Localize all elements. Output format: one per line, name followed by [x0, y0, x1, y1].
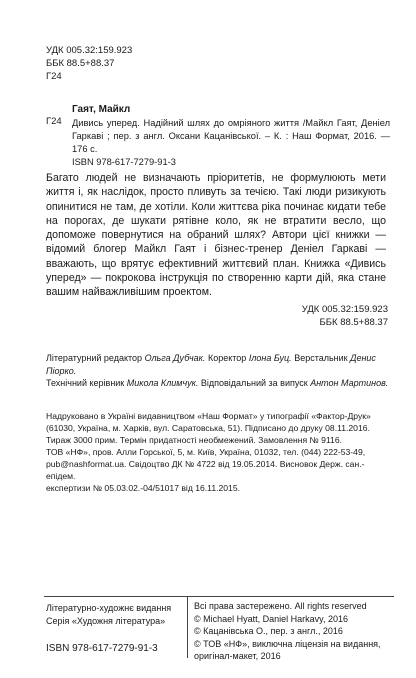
printing-line: експертизи № 05.03.02.-04/51017 від 16.11.2015.: [46, 483, 240, 493]
tech-label: Технічний керівник: [46, 378, 125, 388]
annotation-text: Багато людей не визначають пріоритетів, не формулюють мети життя і, як наслідок, просто пливуть за течією. Такі люди ризикують опинитися не там, де хотіли. Коли життєва ріка починає кидати тебе на порогах, де шукати рятівне коло, як не втратити весло, що допоможе повернутися на обраний шлях? Автори цієї книжки — відомий блогер Майкл Гаят і бізнес-тренер Деніел Гаркаві — вважають, що врятує ефективний життєвий план. Книжка «Дивись уперед» — покрокова інструкція по створенню карти дій, яка стане вашим найважливішим проектом.: [46, 172, 386, 299]
copyright-info: [194, 600, 381, 663]
lit-editor-name: Ольга Дубчак.: [144, 353, 206, 363]
resp-label: Відповідальний за випуск: [200, 378, 308, 388]
layout-label: Верстальник: [294, 353, 348, 363]
layout-name: Денис Піорко.: [46, 353, 376, 376]
rights-line: © Michael Hyatt, Daniel Harkavy, 2016: [194, 613, 349, 624]
lit-editor-label: Літературний редактор: [46, 353, 143, 363]
biblio-code: Г24: [46, 116, 62, 127]
series-line: Літературно-художнє видання: [46, 603, 172, 613]
tech-name: Микола Климчук.: [126, 378, 199, 388]
biblio-description-text: Дивись уперед. Надійний шлях до омріяного життя /Майкл Гаят, Деніел Гаркаві ; пер. з англ. Оксани Кацанівської. – К. : Наш Формат, 2016. — 176 с.: [72, 118, 390, 154]
biblio-author: Гаят, Майкл: [72, 104, 131, 115]
rights-line: © Кацанівська О., пер. з англ., 2016: [194, 626, 343, 636]
catalog-index-right: [302, 303, 388, 329]
annotation: [46, 171, 386, 300]
catalog-index-top: [46, 44, 132, 83]
series-info: [46, 602, 171, 627]
vertical-divider: [187, 596, 188, 658]
resp-name: Антон Мартинов.: [310, 378, 389, 388]
credits: [46, 352, 390, 390]
rights-line: © ТОВ «НФ», виключна ліцензія на видання,: [194, 638, 381, 649]
isbn-bottom: ISBN 978-617-7279-91-3: [46, 643, 158, 654]
rights-line: оригінал-макет, 2016: [194, 651, 281, 661]
udk-code: УДК 005.32:159.923: [46, 45, 133, 56]
printing-info: [46, 410, 386, 494]
udk-code-right: УДК 005.32:159.923: [301, 304, 388, 315]
corrector-label: Коректор: [207, 353, 247, 363]
series-line: Серія «Художня література»: [46, 615, 166, 626]
printing-line: Тираж 3000 прим. Термін придатності необмежений. Замовлення № 9116.: [46, 435, 343, 445]
biblio-description: [72, 117, 390, 169]
printing-line: Надруковано в Україні видавництвом «Наш Формат» у типографії «Фактор-Друк»: [46, 411, 371, 421]
biblio-isbn: ISBN 978-617-7279-91-3: [72, 157, 176, 167]
printing-line: (61030, Україна, м. Харків, вул. Саратовська, 51). Підписано до друку 08.11.2016.: [46, 423, 370, 433]
bbk-code: ББК 88.5+88.37: [46, 58, 115, 69]
printing-line: ТОВ «НФ», пров. Алли Горської, 5, м. Київ, Україна, 01032, тел. (044) 222-53-49,: [46, 447, 366, 457]
printing-line: pub@nashformat.ua. Свідоцтво ДК № 4722 від 19.05.2014. Висновок Держ. сан.-епідем.: [46, 459, 365, 481]
bbk-code-right: ББК 88.5+88.37: [319, 317, 388, 328]
author-sign: Г24: [46, 71, 62, 82]
corrector-name: Ілона Буц.: [248, 353, 292, 363]
rights-line: Всі права застережено. All rights reserved: [194, 601, 367, 611]
